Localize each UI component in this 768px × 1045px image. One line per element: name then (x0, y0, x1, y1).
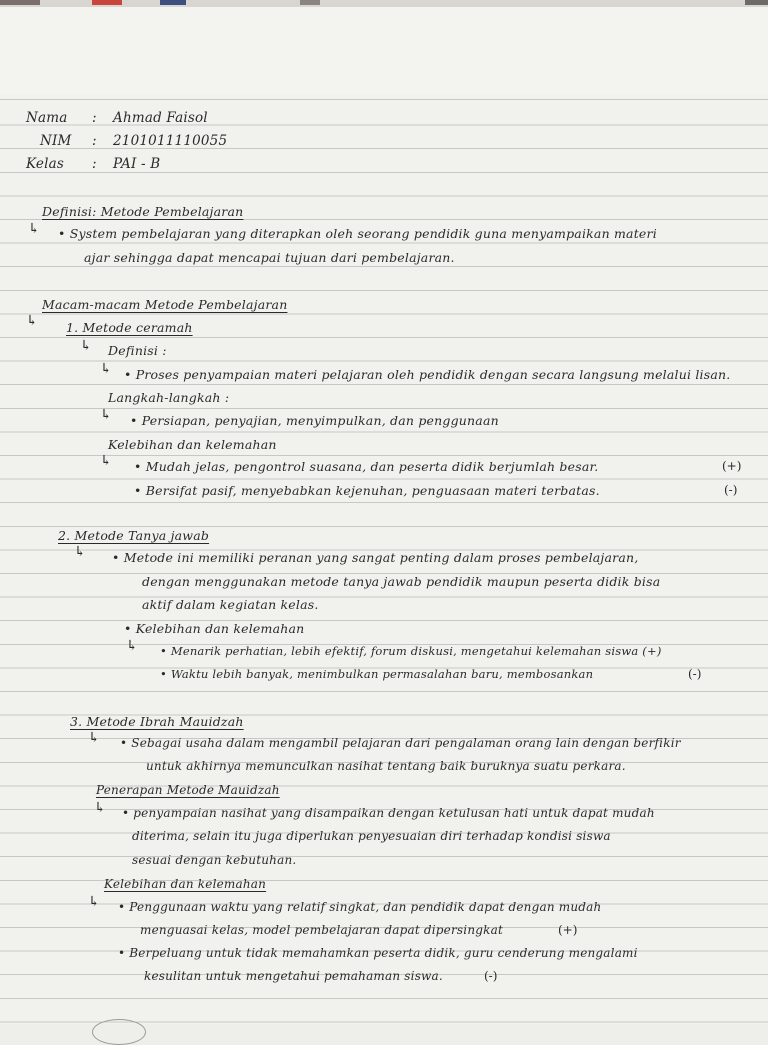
arrow-icon: ↳ (94, 800, 106, 816)
nim-value: 2101011110055 (113, 133, 228, 149)
definisi-line-1: • System pembelajaran yang diterapkan oleh seorang pendidik guna menyampaikan materi (58, 226, 657, 241)
nama-colon: : (92, 110, 97, 126)
ceramah-kelebihan-label: Kelebihan dan kelemahan (108, 437, 277, 452)
definisi-line-2: ajar sehingga dapat mencapai tujuan dari pembelajaran. (84, 250, 455, 265)
nim-label: NIM (40, 133, 72, 149)
tanya-jawab-line-2: dengan menggunakan metode tanya jawab pendidik maupun peserta didik bisa (142, 574, 661, 589)
nim-colon: : (92, 133, 97, 149)
minus-mark: (-) (484, 969, 498, 983)
penerapan-line-2: diterima, selain itu juga diperlukan penyesuaian diri terhadap kondisi siswa (132, 829, 611, 843)
kelas-label: Kelas (26, 156, 65, 172)
arrow-icon: ↳ (88, 730, 100, 746)
ceramah-langkah-text: • Persiapan, penyajian, menyimpulkan, dan penggunaan (130, 413, 499, 428)
ibrah-minus-line-1: • Berpeluang untuk tidak memahamkan peserta didik, guru cenderung mengalami (118, 946, 638, 960)
plus-mark: (+) (722, 459, 742, 473)
top-edge-mark (92, 0, 122, 5)
minus-mark: (-) (688, 667, 702, 681)
arrow-icon: ↳ (80, 338, 92, 354)
nama-label: Nama (26, 110, 68, 126)
ceramah-title: 1. Metode ceramah (66, 320, 193, 335)
notebook-page (0, 7, 768, 1024)
arrow-icon: ↳ (88, 894, 100, 910)
penerapan-line-3: sesuai dengan kebutuhan. (132, 853, 297, 867)
arrow-icon: ↳ (126, 638, 138, 654)
top-edge-mark (160, 0, 186, 5)
ibrah-line-1: • Sebagai usaha dalam mengambil pelajaran dari pengalaman orang lain dengan berfikir (120, 736, 681, 750)
ibrah-minus-line-2: kesulitan untuk mengetahui pemahaman siswa. (144, 969, 443, 983)
top-edge-mark (0, 0, 40, 5)
ceramah-plus-text: • Mudah jelas, pengontrol suasana, dan peserta didik berjumlah besar. (134, 459, 599, 474)
ibrah-plus-line-2: menguasai kelas, model pembelajaran dapat dipersingkat (140, 923, 503, 937)
definisi-heading: Definisi: Metode Pembelajaran (42, 204, 244, 219)
tanya-jawab-plus-text: • Menarik perhatian, lebih efektif, forum diskusi, mengetahui kelemahan siswa (+) (160, 644, 662, 658)
penerapan-label: Penerapan Metode Mauidzah (96, 783, 280, 797)
arrow-icon: ↳ (100, 407, 112, 423)
macam-heading: Macam-macam Metode Pembelajaran (42, 297, 288, 312)
arrow-icon: ↳ (74, 544, 86, 560)
ibrah-title: 3. Metode Ibrah Mauidzah (70, 714, 244, 729)
tanya-jawab-line-3: aktif dalam kegiatan kelas. (142, 597, 319, 612)
kelas-colon: : (92, 156, 97, 172)
tanya-jawab-minus-text: • Waktu lebih banyak, menimbulkan permasalahan baru, membosankan (160, 667, 594, 681)
ceramah-minus-text: • Bersifat pasif, menyebabkan kejenuhan, penguasaan materi terbatas. (134, 483, 600, 498)
ibrah-line-2: untuk akhirnya memunculkan nasihat tentang baik buruknya suatu perkara. (146, 759, 626, 773)
tanya-jawab-kelebihan-label: • Kelebihan dan kelemahan (124, 621, 305, 636)
nama-value: Ahmad Faisol (113, 110, 208, 126)
top-edge-mark (745, 0, 768, 5)
tanya-jawab-line-1: • Metode ini memiliki peranan yang sangat penting dalam proses pembelajaran, (112, 550, 639, 565)
top-edge-mark (300, 0, 320, 5)
ceramah-langkah-label: Langkah-langkah : (108, 390, 230, 405)
kelas-value: PAI - B (113, 156, 161, 172)
ceramah-definisi-text: • Proses penyampaian materi pelajaran oleh pendidik dengan secara langsung melalui lisan. (124, 367, 731, 382)
ibrah-plus-line-1: • Penggunaan waktu yang relatif singkat, dan pendidik dapat dengan mudah (118, 900, 602, 914)
arrow-icon: ↳ (26, 313, 38, 329)
arrow-icon: ↳ (28, 221, 40, 237)
minus-mark: (-) (724, 483, 738, 497)
penerapan-line-1: • penyampaian nasihat yang disampaikan dengan ketulusan hati untuk dapat mudah (122, 806, 655, 820)
arrow-icon: ↳ (100, 361, 112, 377)
tanya-jawab-title: 2. Metode Tanya jawab (58, 528, 210, 543)
arrow-icon: ↳ (100, 453, 112, 469)
notebook-logo-stamp (92, 1019, 146, 1045)
top-edge-strip (0, 0, 768, 7)
ibrah-kelebihan-label: Kelebihan dan kelemahan (104, 877, 267, 891)
ceramah-definisi-label: Definisi : (108, 343, 167, 358)
plus-mark: (+) (558, 923, 578, 937)
